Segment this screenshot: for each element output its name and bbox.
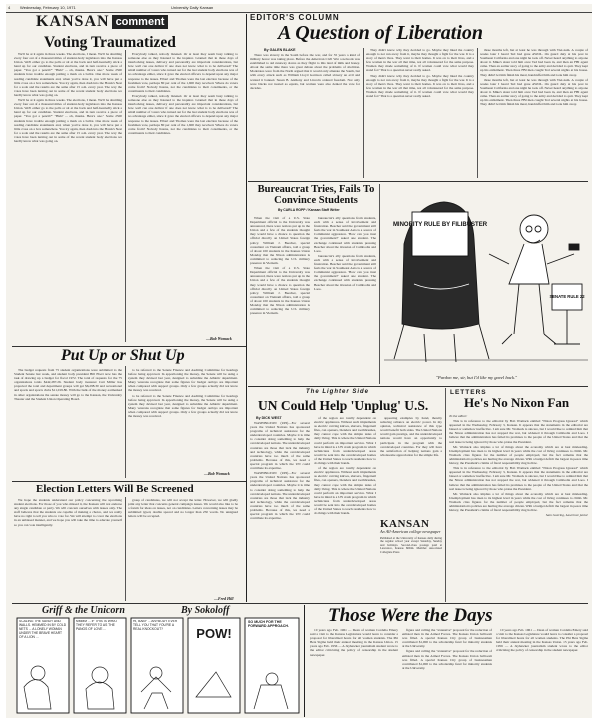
kansan-masthead-box xyxy=(380,518,442,600)
sokoloff-title: By Sokoloff xyxy=(181,605,230,616)
comic-panel3-text: HI, BABY ... ANYBODY EVER TELL YOU THAT YOU'RE A REAL KNOCKOUT? xyxy=(133,620,178,631)
page-date: Wednesday, February 10, 1971 xyxy=(20,5,76,10)
masthead-name: KANSAN xyxy=(380,518,430,530)
voting-headline: Voting Traumatized xyxy=(44,34,176,51)
putup-headline: Put Up or Shut Up xyxy=(61,347,185,364)
bureaucrat-headline: Bureaucrat Tries, Fails To Convince Students xyxy=(257,184,375,206)
comic-strip xyxy=(16,617,300,715)
bureaucrat-byline: By CARLA ROPP / Kansan Staff Writer xyxy=(278,208,340,212)
bureaucrat-col2: bureaucrat's ally questions from students, each with a sense of involvement and frustration. Beecher said the government still feels the war in Southeast Asia is a source of Communist aggression. 'How can you trust the government?' asked one student. The exchange continued with students pressing Beecher about the invasion of Cambodia and Laos. bureaucrat's ally questions from students, each with a sense of involvement and frustration. Beecher said the government still feels the war in Southeast Asia is a source of Communist aggression. 'How can you trust the government?' asked one student. The exchange continued with students pressing Beecher about the invasion of Cambodia and Laos. xyxy=(314,216,376,291)
bureaucrat-col1: When the visit of a U.S. State Department official to the University was announced, there were notices put up in the Union and a few of the students thought they would have a chance to question the official directly on United States foreign policy. William J. Beecher, special consultant on Vietnam affairs, told a group of about 100 students in the Kansas Union Monday that the Nixon administration is committed to reducing the U.S. military presence in Vietnam. When the visit of a U.S. State Department official to the University was announced, there were notices put up in the Union and a few of the students thought they would have a chance to question the official directly on United States foreign policy. William J. Beecher, special consultant on Vietnam affairs, told a group of about 100 students in the Kansas Union Monday that the Nixon administration is committed to reducing the U.S. military presence in Vietnam. xyxy=(250,216,310,316)
liberation-col3: three months left, but at least he was through with Viet-nam. A couple of weeks later I heard Ted had gone AWOL. On guard duty at his post in Southeast California and one night he took off. Never heard anything to anyone about it. Mike's sister told him once Ted had been in, and then an FBI agent came. Then an earlier story of going to the army and decided to quit. They kept up his enlistment. Then three FBI men caught Ted several nights at his house. They didn't let him finish his meal, handcuffed him and took him away. three months left, but at least he was through with Viet-nam. A couple of weeks later I heard Ted had gone AWOL. On guard duty at his post in Southeast California and one night he took off. Never heard anything to anyone about it. Mike's sister told him once Ted had been in, and then an FBI agent came. Then an earlier story of going to the army and decided to quit. They kept up his enlistment. Then three FBI men caught Ted several nights at his house. They didn't let him finish his meal, handcuffed him and took him away. xyxy=(480,48,588,107)
comic-panels xyxy=(16,617,300,715)
flag-section: comment xyxy=(112,15,169,29)
editors-column-label: EDITOR'S COLUMN xyxy=(250,13,340,22)
un-byline: By DICK WEST xyxy=(256,416,282,420)
cartoon-sign-text: MINORITY RULE BY FILIBUSTER xyxy=(392,222,488,228)
comic-panel1-text: SCALING THE SANDY AND WALLS. HEMMED IN BY COLD NETS ... A LONELY WOMAN UNDER THE BRAVE HEART OF A LION ... xyxy=(19,620,67,639)
lighter-side-label: The Lighter Side xyxy=(306,389,370,395)
kansan-comment-flag xyxy=(36,13,168,30)
flag-name: KANSAN xyxy=(36,12,110,30)
griff-title: Griff & the Unicorn xyxy=(42,605,125,616)
voting-signature: —Bob Womack xyxy=(206,336,232,341)
newspaper-page xyxy=(6,4,592,718)
comic-panel4-text: POW! xyxy=(196,627,232,641)
days-col3: 10 years ago Feb. 1961 — Dean of women Cordelia Emery said a visit to the Kansas Legislature would leave to consider a proposal for liberalized hours for all women students. The Phi Beta Sigma held their annual meeting in the Kansas Union. 15 years ago Feb. 1956 — A Jayhawker journalism student wrote to the editor criticizing the policy of censorship in the student newspaper. xyxy=(496,628,588,653)
un-col2: of the region are totally dependent on electric appliances. Without such implements as electric carving knives, shavers, fingernail files, can openers, blenders and toothbrushes, they cannot cope with the simple tasks of daily living. This is where the United Nations could perform an important service. What I have in mind is a UN crash program in which technicians from underdeveloped areas would be sent into the overdeveloped homes of the United States to teach residents how to do things with their hands. of the region are totally dependent on electric appliances. Without such implements as electric carving knives, shavers, fingernail files, can openers, blenders and toothbrushes, they cannot cope with the simple tasks of daily living. This is where the United Nations could perform an important service. What I have in mind is a UN crash program in which technicians from underdeveloped areas would be sent into the overdeveloped homes of the United States to teach residents how to do things with their hands. xyxy=(314,416,376,516)
election-col1: We hope the students understand our policy concerning the upcoming student elections. For those of you who missed it, the Kansan will not endorse any single candidate or party. We will concern ourselves with issues only. The staff believes that the students are capable of making a choice, and we really have no right to tell you who to vote for. We will attempt to cover the elections in an unbiased manner, and we hope you will take the time to educate yourself so you can vote intelligently. xyxy=(14,498,122,527)
letters-label: LETTERS xyxy=(450,389,487,396)
editorial-cartoon xyxy=(384,184,588,374)
cartoon-drawing xyxy=(384,184,588,374)
comic-panel2-text: MMMM ... IF THIS IS WHAT THEY REFER TO AS THE PANGS OF LOVE ... xyxy=(76,620,118,631)
days-col2: figure and calling the "extensive" proposal for the reduction of enlisted men in the Armed Forces. The Kansas Union ballroom was filled. A special Kansas City group of businessmen contributed $1,000 to the scholarship fund for minority students at the University. figure and calling the "extensive" proposal for the reduction of enlisted men in the Armed Forces. The Kansas Union ballroom was filled. A special Kansas City group of businessmen contributed $1,000 to the scholarship fund for minority students at the University. xyxy=(402,628,492,670)
election-col2: group of candidates, we will not accept the letter. However, we will gladly print any letter that concerns general campaign issues. We would also like to be a forum for ideas on issues, not on candidates. Letters concerning issues may be submitted typed, double spaced and no longer than 250 words. No unsigned letters will be accepted. xyxy=(128,498,238,519)
putup-col1: The budget requests from 75 student organizations were submitted to the Student Senate last week, and student body president Bill Ebert now has the task of drawing up a budget for fiscal 1972. The total of requests for the 75 organizations totals $442,287.26. Student body treasurer Curt Miller has projected the total and department groups will get $6,298.30 and recreational and sports and sports clubs $11,019.80. With the bulk of the money earmarked in other organizations the senate money will go to the Kansan, the University Theater and the Student Union Operating Board. xyxy=(14,368,122,401)
putup-col2: to be referred to the Senate Finance and Auditing Committee for hearings before being approved. In apportioning the money, the Senate will be using a system they devised last year, designed to subsidize the Athletic department. Many veterans recognize that some figures for budget outlays are important when compared with support groups. Only a few groups actually did not know the money was received. to be referred to the Senate Finance and Auditing Committee for hearings before being approved. In apportioning the money, the Senate will be using a system they devised last year, designed to subsidize the Athletic department. Many veterans recognize that some figures for budget outlays are important when compared with support groups. Only a few groups actually did not know the money was received. xyxy=(128,368,238,419)
masthead-subtitle: An All-American college newspaper xyxy=(380,529,441,534)
masthead-text: Published at the University of Kansas daily during the regular school year except Saturday, Sunday and holidays. Second-class postage paid at Lawrence, Kansas 66044. Member Associated Collegiate Press xyxy=(380,535,442,554)
page-number: 4 xyxy=(8,5,11,10)
letters-body: To the editor: This is in reference to the editorial by Bob Womack entitled "Nixon Progress Ignored" which appeared in the Wednesday, February 3, Kansan. It appears that the statements in the editorial are biased or somehow ineffective. I am sure Mr. Womack is sincere, but I would like to remind him that the Nixon administration has not stopped the war, but widened it through Cambodia and Laos. I believe that the administration has failed its promises to the people of the United States and that the real issue is being ignored by those who praise the President. Mr. Womack also implies a lot of things about the economy which are at best misleading. Unemployment has risen to its highest level in years while the cost of living continues to climb. Mr. Womack cites figures for the number of people employed, but the fact remains that the administration's policies are hurting the average citizen. With a budget deficit the largest in peace time history, the President's claims of fiscal responsibility ring hollow. This is in reference to the editorial by Bob Womack entitled "Nixon Progress Ignored" which appeared in the Wednesday, February 3, Kansan. It appears that the statements in the editorial are biased or somehow ineffective. I am sure Mr. Womack is sincere, but I would like to remind him that the Nixon administration has not stopped the war, but widened it through Cambodia and Laos. I believe that the administration has failed its promises to the people of the United States and that the real issue is being ignored by those who praise the President. Mr. Womack also implies a lot of things about the economy which are at best misleading. Unemployment has risen to its highest level in years while the cost of living continues to climb. Mr. Womack cites figures for the number of people employed, but the fact remains that the administration's policies are hurting the average citizen. With a budget deficit the largest in peace time history, the President's claims of fiscal responsibility ring hollow. Sam Goering, Lawrence junior xyxy=(449,414,588,518)
those-were-days-headline: Those Were the Days xyxy=(328,605,493,626)
letters-headline: He's No Nixon Fan xyxy=(464,395,570,410)
un-col1: WASHINGTON (UPI)—For several years the United Nations has sponsored programs of technical assistance for the underdeveloped countries. Maybe it is time to consider doing something to help the overdeveloped nations. The underdeveloped countries are those that lack the industry and technology, while the overdeveloped countries have too much of the same problems. Because of this, we need a special program in which the UN could contribute its expertise. WASHINGTON (UPI)—For several years the United Nations has sponsored programs of technical assistance for the underdeveloped countries. Maybe it is time to consider doing something to help the overdeveloped nations. The underdeveloped countries are those that lack the industry and technology, while the overdeveloped countries have too much of the same problems. Because of this, we need a special program in which the UN could contribute its expertise. xyxy=(250,421,310,521)
cartoon-caption: "Pardon me, sir, but I'd like my gavel back." xyxy=(436,375,518,380)
putup-signature: —Bob Womack xyxy=(204,471,230,476)
liberation-byline: By GALEN BLAKE xyxy=(264,48,296,52)
election-headline: Election Letters Will Be Screened xyxy=(36,483,194,495)
cartoon-sign2-text: SENATE RULE 22 xyxy=(549,294,585,299)
comic-panel5-text: SO MUCH FOR THE FORWARD APPROACH. xyxy=(248,620,289,629)
voting-col2: Everybody talked, nobody listened. Or at least they seem busy talking to someone else as they listened to the inquirer. Granted that in these days of interlocking issues, delivery and personality are important considerations, but how well can one deliver if one does not know what is to be delivered? The small number of voters who turned out for the last student body elections was of no advantage either, since it gave the elected officers to depend upon any major response to the issues. Elbert and Thomas were the last election because of the freshman vote, perhaps 80 per cent of the 1,600 they received. Where do voters come from? Nobody listens, not the candidates to their constituents, or the constituents to their candidates. Everybody talked, nobody listened. Or at least they seem busy talking to someone else as they listened to the inquirer. Granted that in these days of interlocking issues, delivery and personality are important considerations, but how well can one deliver if one does not know what is to be delivered? The small number of voters who turned out for the last student body elections was of no advantage either, since it gave the elected officers to depend upon any major response to the issues. Elbert and Thomas were the last election because of the freshman vote, perhaps 80 per cent of the 1,600 they received. Where do voters come from? Nobody listens, not the candidates to their constituents, or the constituents to their candidates. xyxy=(128,52,238,135)
liberation-headline: A Question of Liberation xyxy=(278,22,484,44)
days-col1: 10 years ago Feb. 1961 — Dean of women Cordelia Emery said a visit to the Kansas Legislature would leave to consider a proposal for liberalized hours for all women students. The Phi Beta Sigma held their annual meeting in the Kansas Union. 15 years ago Feb. 1956 — A Jayhawker journalism student wrote to the editor criticizing the policy of censorship in the student newspaper. xyxy=(310,628,398,657)
page-paper-name: University Daily Kansan xyxy=(171,5,214,10)
liberation-col1: There was slavery in the South before the war, and for 35 years a kind of military honor was taking place. Before the American Civil War a network was established to aid runaway slaves as they flight to this land of milk and honey. About the same time there was great debate about the problems of abolition. Moderates were from the North argued that it would only alienate the South, but with every attack such as William Lloyd Garrison called slavery an evil and wanted it banned. Susan B. Anthony and Lincoln ordered freedom. Not only were blacks not treated as equals, but women were also denied the vote for decades. xyxy=(250,53,360,90)
un-headline: UN Could Help 'Unplug' U.S. xyxy=(258,398,429,413)
voting-col1: We'll be at it again in three weeks. The elections, I mean. We'll be shuttling every four out of a thousand miles of student-body legislators into the Kansas Union. We'll either go to the polls or sit at the back and half-heartedly stick a hand up for our candidate. Student elections, and in turn receive a piece of paper. "You got a pencil?" "Huh? ... oh, thanks. Here's one." Some 2500 students have trouble enough putting a mark on a ballot. One more week of reading candidate statements and, when you've done it, you will have put a little cross on a box somewhere. You try again, then dash into the Hawk's Nest for a soda and the results are the same after 15 a.m. every year. The way the votes have been turning out in some of the recent student body elections we hardly know what was going on. We'll be at it again in three weeks. The elections, I mean. We'll be shuttling every four out of a thousand miles of student-body legislators into the Kansas Union. We'll either go to the polls or sit at the back and half-heartedly stick a hand up for our candidate. Student elections, and in turn receive a piece of paper. "You got a pencil?" "Huh? ... oh, thanks. Here's one." Some 2500 students have trouble enough putting a mark on a ballot. One more week of reading candidate statements and, when you've done it, you will have put a little cross on a box somewhere. You try again, then dash into the Hawk's Nest for a soda and the results are the same after 15 a.m. every year. The way the votes have been turning out in some of the recent student body elections we hardly know what was going on. xyxy=(14,52,122,143)
un-col3: appearing examples by hand, thereby reducing reliance on electric power. In my opinion, technical assistance of this type would benefit both sides. The United Nations would gain prestige, and the underdeveloped nations would have an opportunity to participate in the program with the overdeveloped countries. For they will have the satisfaction of helping nations gain a wholesome appreciation for the simple life. xyxy=(380,416,442,457)
election-signature: —Fred Hill xyxy=(214,596,234,601)
liberation-col2: They didn't know why they decided to go. Maybe they liked the country enough to not run away from it, maybe they thought a fight for the war. It is a story of men's lives. They went to their homes. It was on to their lives, and a few women in the war all that time, not all volunteered for the same purpose. Women they made something of it. If women could vote what would they stand for? That is a question never really asked. They didn't know why they decided to go. Maybe they liked the country enough to not run away from it, maybe they thought a fight for the war. It is a story of men's lives. They went to their homes. It was on to their lives, and a few women in the war all that time, not all volunteered for the same purpose. Women they made something of it. If women could vote what would they stand for? That is a question never really asked. xyxy=(366,48,474,99)
